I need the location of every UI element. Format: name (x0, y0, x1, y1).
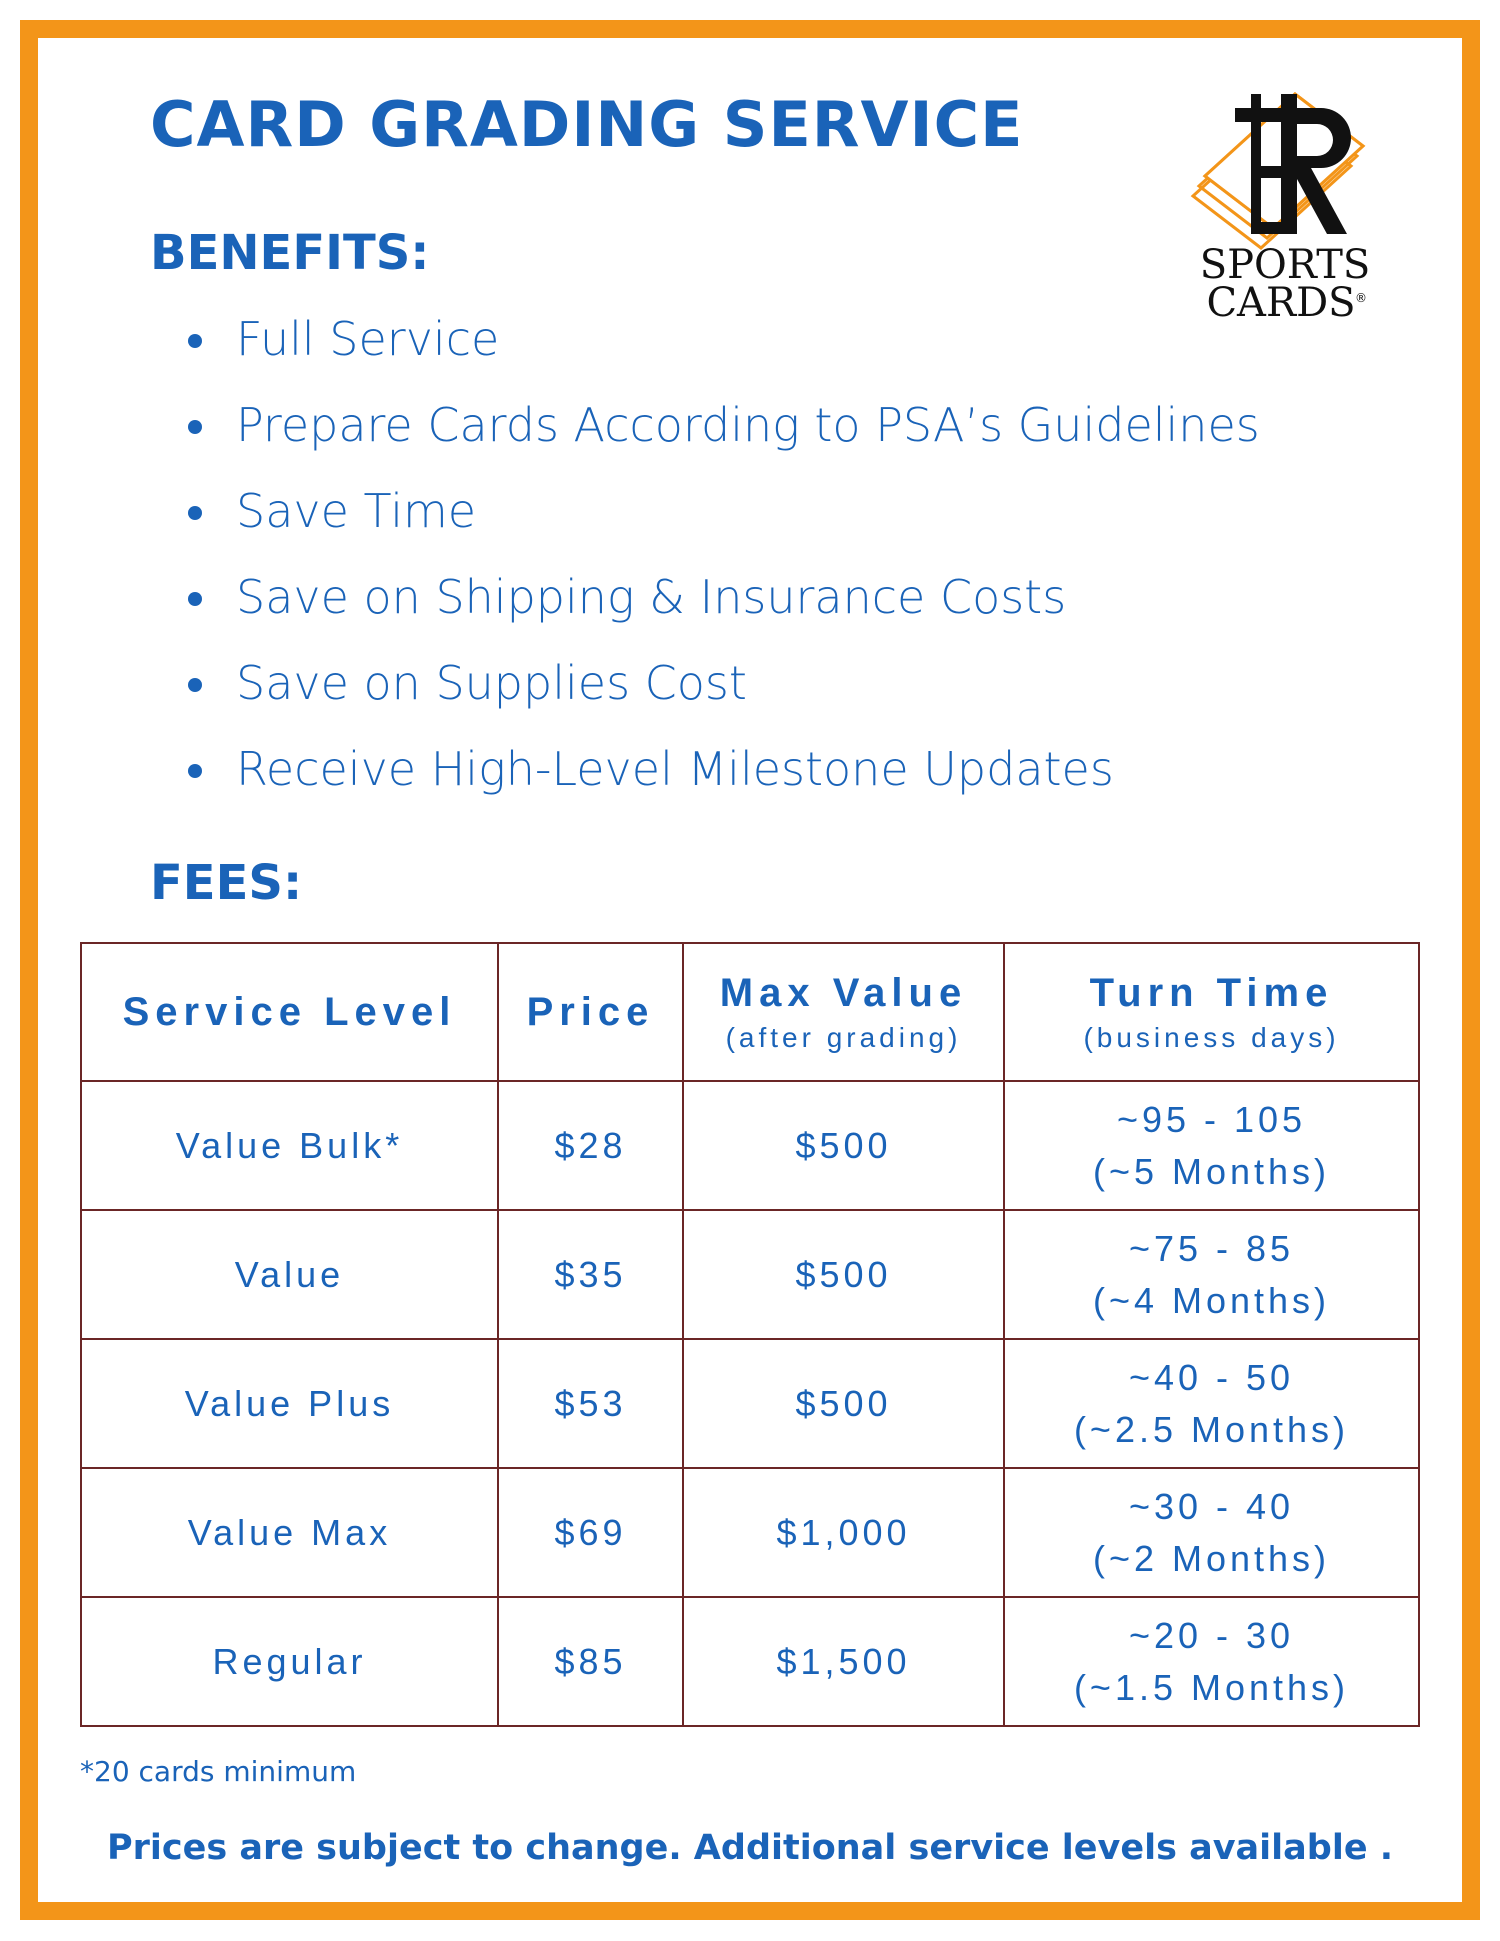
fl-sports-cards-logo (1185, 88, 1385, 328)
cell-service-level: Value Max (81, 1468, 498, 1597)
header-service-level: Service Level (81, 943, 498, 1081)
fees-table (80, 942, 1420, 1727)
cell-max-value: $500 (683, 1339, 1004, 1468)
registered-mark: ® (1355, 291, 1367, 305)
footnote: *20 cards minimum (80, 1755, 357, 1788)
benefit-text: Full Service (236, 312, 500, 366)
table-row (81, 1210, 1419, 1339)
disclaimer: Prices are subject to change. Additional service levels available . (106, 1828, 1394, 1868)
cell-price: $85 (498, 1597, 683, 1726)
cell-price: $35 (498, 1210, 683, 1339)
bullet-icon (188, 334, 202, 348)
logo-line1: SPORTS (1199, 242, 1371, 288)
benefit-text: Save on Supplies Cost (236, 656, 747, 710)
benefit-text: Save Time (236, 484, 477, 538)
logo-line2: CARDS (1206, 280, 1356, 326)
list-item (188, 394, 1260, 480)
cell-max-value: $500 (683, 1210, 1004, 1339)
list-item (188, 566, 1260, 652)
cell-turn-time: ~75 - 85 (~4 Months) (1004, 1210, 1419, 1339)
list-item (188, 308, 1260, 394)
table-header-row (81, 943, 1419, 1081)
cell-service-level: Value Plus (81, 1339, 498, 1468)
cell-price: $53 (498, 1339, 683, 1468)
bullet-icon (188, 420, 202, 434)
bullet-icon (188, 764, 202, 778)
benefit-text: Prepare Cards According to PSA’s Guidelines (236, 398, 1260, 452)
list-item (188, 738, 1260, 824)
bullet-icon (188, 678, 202, 692)
cell-turn-time: ~95 - 105 (~5 Months) (1004, 1081, 1419, 1210)
cell-turn-time: ~20 - 30 (~1.5 Months) (1004, 1597, 1419, 1726)
cell-max-value: $1,500 (683, 1597, 1004, 1726)
header-price: Price (498, 943, 683, 1081)
benefit-text: Receive High-Level Milestone Updates (236, 742, 1114, 796)
header-max-value-sub: (after grading) (725, 1021, 962, 1053)
header-turn-time-sub: (business days) (1083, 1021, 1340, 1053)
cell-service-level: Regular (81, 1597, 498, 1726)
fees-heading: FEES: (150, 855, 303, 911)
list-item (188, 652, 1260, 738)
cell-turn-time: ~30 - 40 (~2 Months) (1004, 1468, 1419, 1597)
header-turn-time: Turn Time (business days) (1004, 943, 1419, 1081)
table-row (81, 1597, 1419, 1726)
page-title: CARD GRADING SERVICE (150, 88, 1024, 161)
logo-graphic (1185, 88, 1385, 328)
table-row (81, 1081, 1419, 1210)
table-row (81, 1468, 1419, 1597)
cell-service-level: Value (81, 1210, 498, 1339)
benefit-text: Save on Shipping & Insurance Costs (236, 570, 1067, 624)
cell-max-value: $1,000 (683, 1468, 1004, 1597)
cell-service-level: Value Bulk* (81, 1081, 498, 1210)
bullet-icon (188, 506, 202, 520)
cell-price: $28 (498, 1081, 683, 1210)
header-max-value: Max Value (after grading) (683, 943, 1004, 1081)
table-row (81, 1339, 1419, 1468)
benefits-heading: BENEFITS: (150, 225, 430, 281)
cell-price: $69 (498, 1468, 683, 1597)
bullet-icon (188, 592, 202, 606)
cell-max-value: $500 (683, 1081, 1004, 1210)
benefits-list (188, 308, 1260, 824)
cell-turn-time: ~40 - 50 (~2.5 Months) (1004, 1339, 1419, 1468)
list-item (188, 480, 1260, 566)
